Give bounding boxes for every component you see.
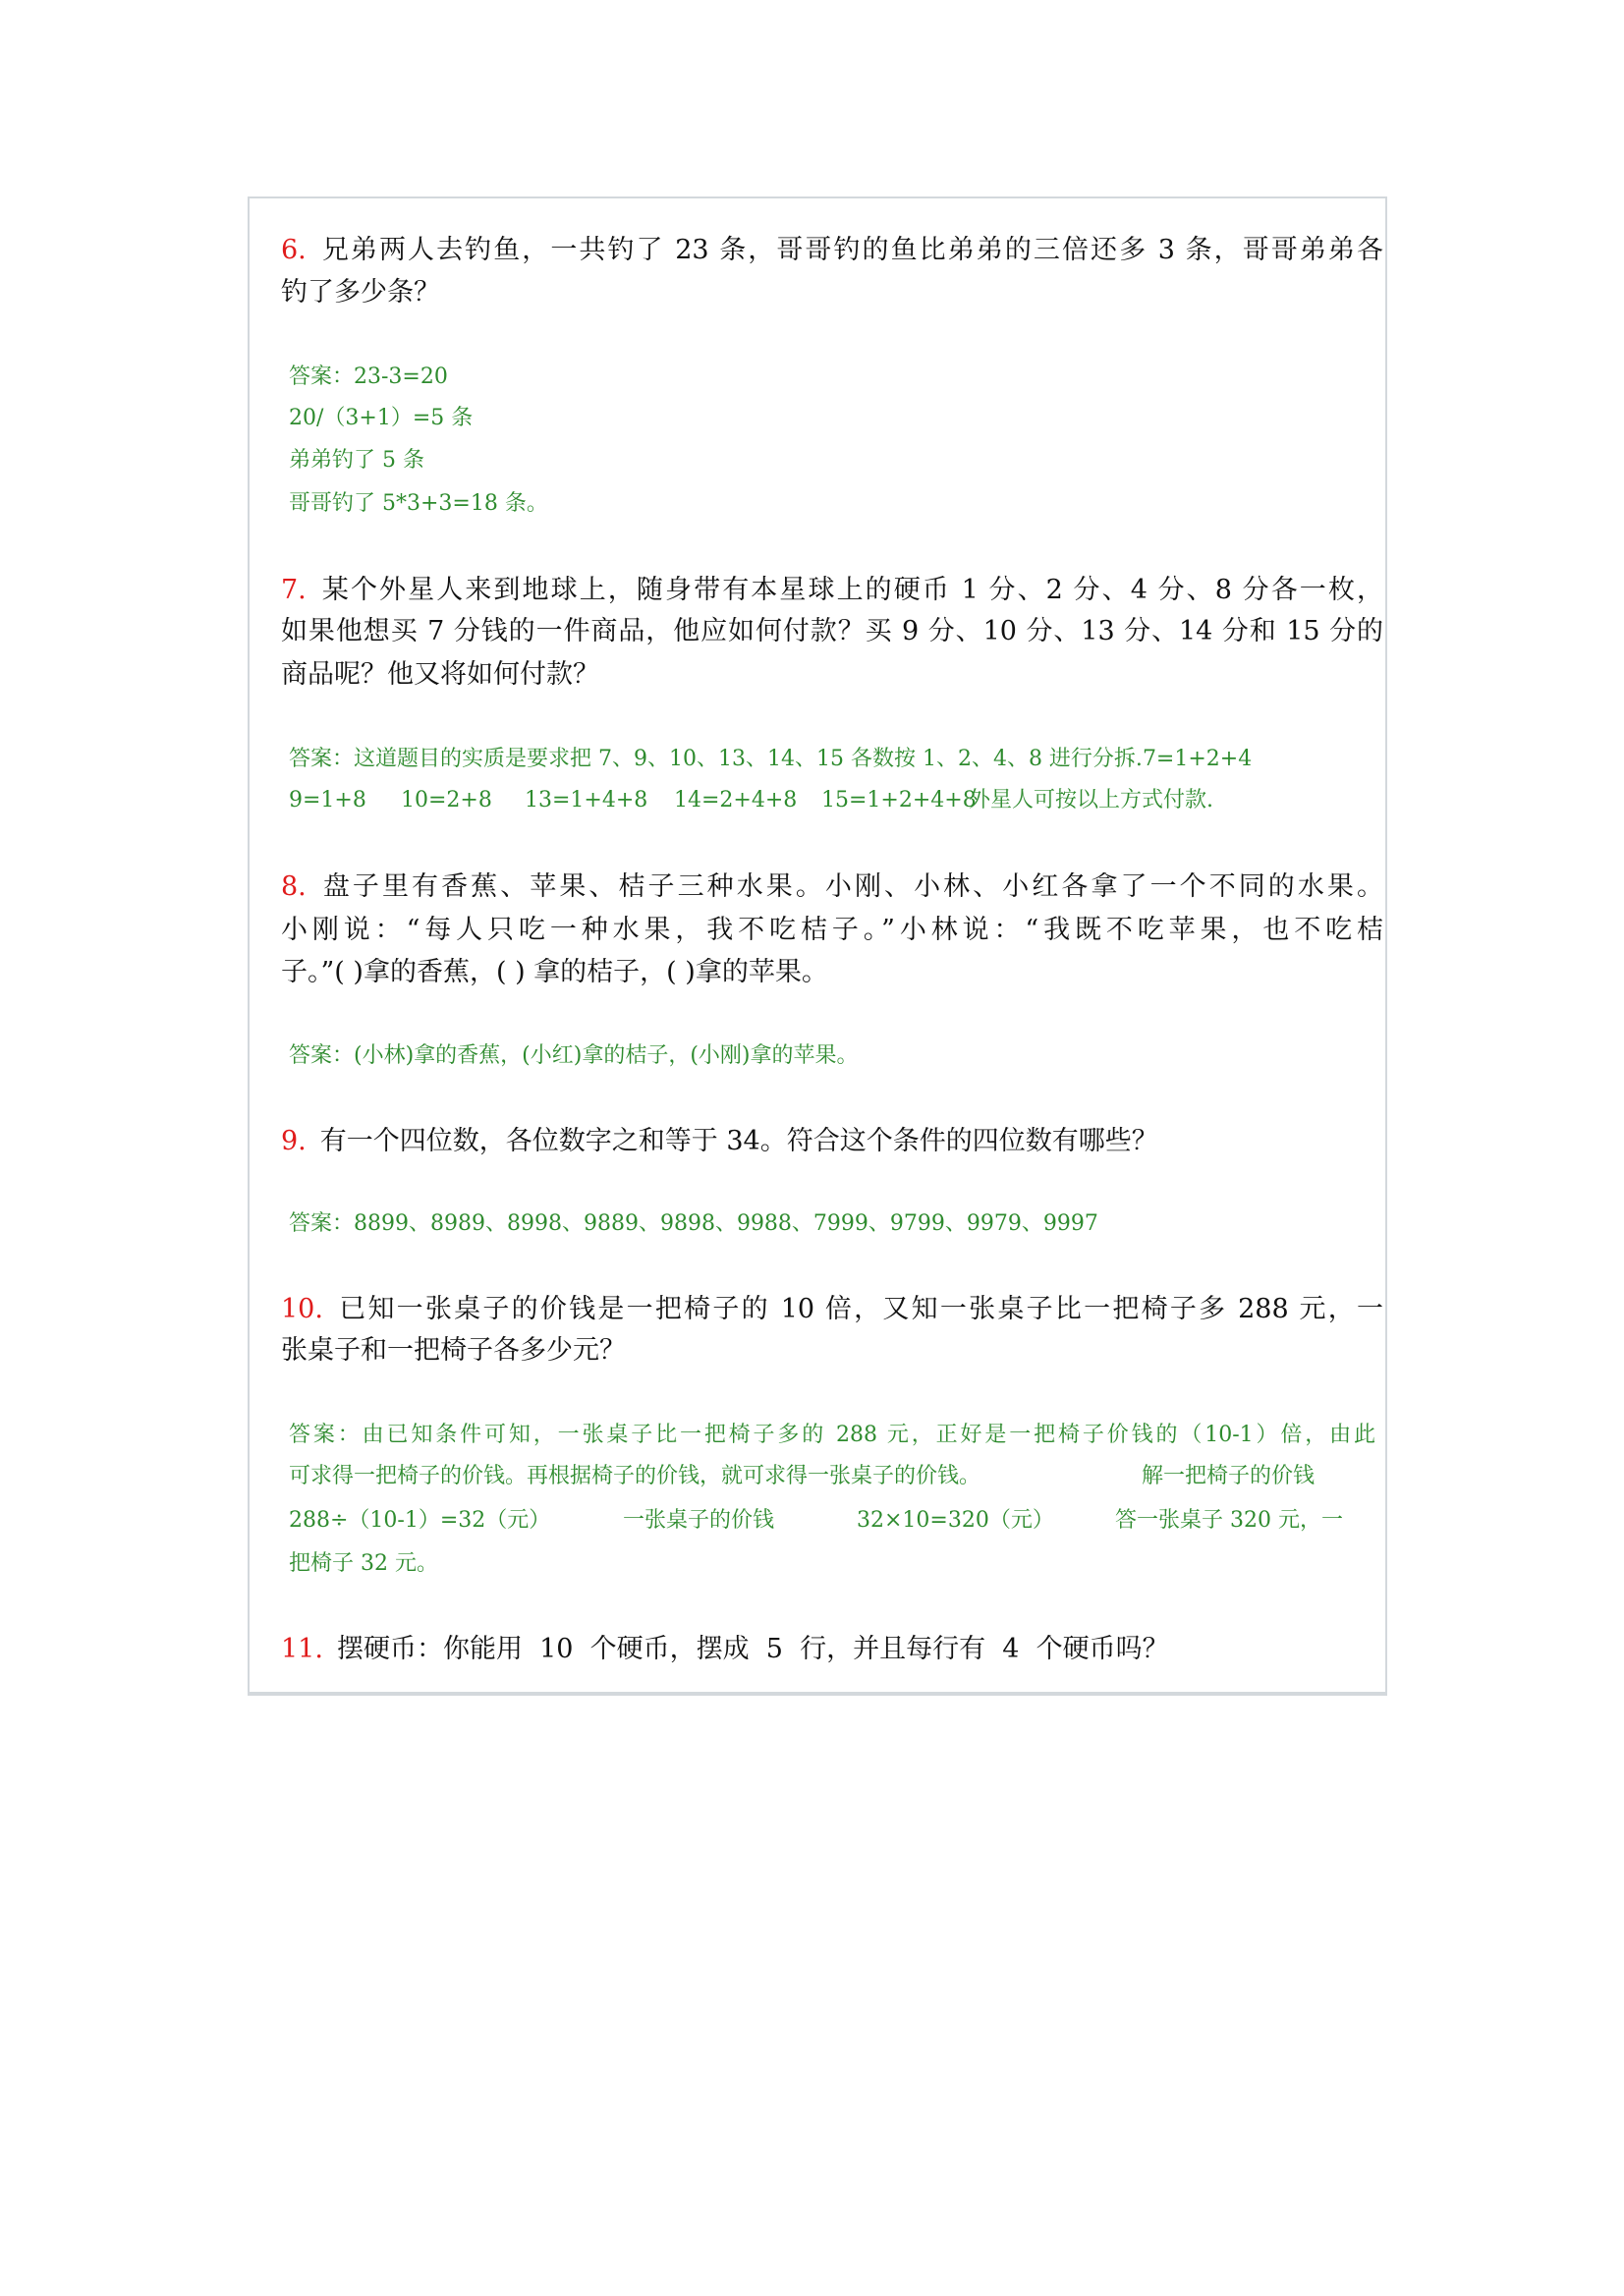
answer-10-line-2	[289, 1466, 1375, 1487]
answer-10-line-3	[289, 1510, 1375, 1532]
question-number: 7.	[281, 575, 307, 605]
question-7-line-2: 如果他想买 7 分钱的一件商品，他应如何付款？买 9 分、10 分、13 分、14 分和 15 分的	[281, 616, 1383, 646]
question-text: 某个外星人来到地球上，随身带有本星球上的硬币 1 分、2 分、4 分、8 分各一枚，	[319, 575, 1383, 605]
question-text: 兄弟两人去钓鱼，一共钓了 23 条，哥哥钓的鱼比弟弟的三倍还多 3 条，哥哥弟弟各	[319, 235, 1383, 265]
question-11	[281, 1636, 1383, 1662]
answer-10-line-1: 答案：由已知条件可知，一张桌子比一把椅子多的 288 元，正好是一把椅子价钱的（10-1）倍，由此	[289, 1423, 1375, 1447]
answer-text: 一张桌子的价钱	[623, 1508, 775, 1533]
question-text: 有一个四位数，各位数字之和等于 34。符合这个条件的四位数有哪些？	[319, 1126, 1158, 1156]
question-8-line-2: 小刚说：“每人只吃一种水果，我不吃桔子。”小林说：“我既不吃苹果，也不吃桔	[281, 915, 1383, 945]
answer-6-line-3: 弟弟钓了 5 条	[289, 448, 424, 473]
answer-text: 答案：这道题目的实质是要求把 7、9、10、13、14、15 各数按 1、2、4、8 进行分拆.	[289, 747, 1143, 771]
answer-8: 答案：(小林)拿的香蕉，(小红)拿的桔子，(小刚)拿的苹果。	[289, 1043, 859, 1068]
answer-text: 7=1+2+4	[1142, 747, 1253, 771]
answer-text: 解一把椅子的价钱	[1142, 1464, 1316, 1488]
question-number: 11.	[281, 1634, 323, 1664]
answer-text: 15=1+2+4+8	[821, 788, 977, 812]
answer-text: 9=1+8	[289, 788, 366, 812]
question-text: 已知一张桌子的价钱是一把椅子的 10 倍，又知一张桌子比一把椅子多 288 元，一	[336, 1294, 1383, 1324]
answer-7-line-2	[289, 790, 1375, 812]
question-text: 盘子里有香蕉、苹果、桔子三种水果。小刚、小林、小红各拿了一个不同的水果。	[319, 871, 1383, 902]
answer-text: 14=2+4+8	[674, 788, 798, 812]
answer-10-line-4: 把椅子 32 元。	[289, 1551, 438, 1576]
answer-text: 288÷（10-1）=32（元）	[289, 1508, 551, 1533]
question-10-line-1	[281, 1296, 1383, 1322]
answer-6-line-1: 答案：23-3=20	[289, 364, 448, 389]
question-number: 6.	[281, 235, 307, 265]
question-8-line-1	[281, 873, 1383, 900]
question-text: 摆硬币：你能用 10 个硬币，摆成 5 行，并且每行有 4 个硬币吗？	[336, 1634, 1169, 1664]
question-8-line-3: 子。”( )拿的香蕉，( ) 拿的桔子，( )拿的苹果。	[281, 957, 828, 987]
answer-7-line-1	[289, 749, 1375, 770]
question-number: 8.	[281, 871, 307, 902]
answer-text: 13=1+4+8	[525, 788, 648, 812]
answer-text: 可求得一把椅子的价钱。再根据椅子的价钱，就可求得一张桌子的价钱。	[289, 1464, 981, 1488]
answer-6-line-2: 20/（3+1）=5 条	[289, 406, 474, 430]
question-6-line-1	[281, 237, 1383, 263]
question-number: 9.	[281, 1126, 307, 1156]
question-7-line-1	[281, 577, 1383, 603]
question-9	[281, 1128, 1383, 1154]
answer-text: 10=2+8	[401, 788, 492, 812]
question-6-line-2: 钓了多少条？	[281, 277, 440, 308]
question-7-line-3: 商品呢？他又将如何付款？	[281, 659, 599, 690]
answer-9: 答案：8899、8989、8998、9889、9898、9988、7999、9799、9979、9997	[289, 1211, 1098, 1236]
answer-text: 32×10=320（元）	[857, 1508, 1054, 1533]
answer-text: 答一张桌子 320 元，一	[1115, 1508, 1343, 1533]
answer-text: 外星人可按以上方式付款.	[969, 788, 1213, 812]
question-number: 10.	[281, 1294, 323, 1324]
question-10-line-2: 张桌子和一把椅子各多少元？	[281, 1335, 626, 1366]
answer-6-line-4: 哥哥钓了 5*3+3=18 条。	[289, 491, 548, 516]
